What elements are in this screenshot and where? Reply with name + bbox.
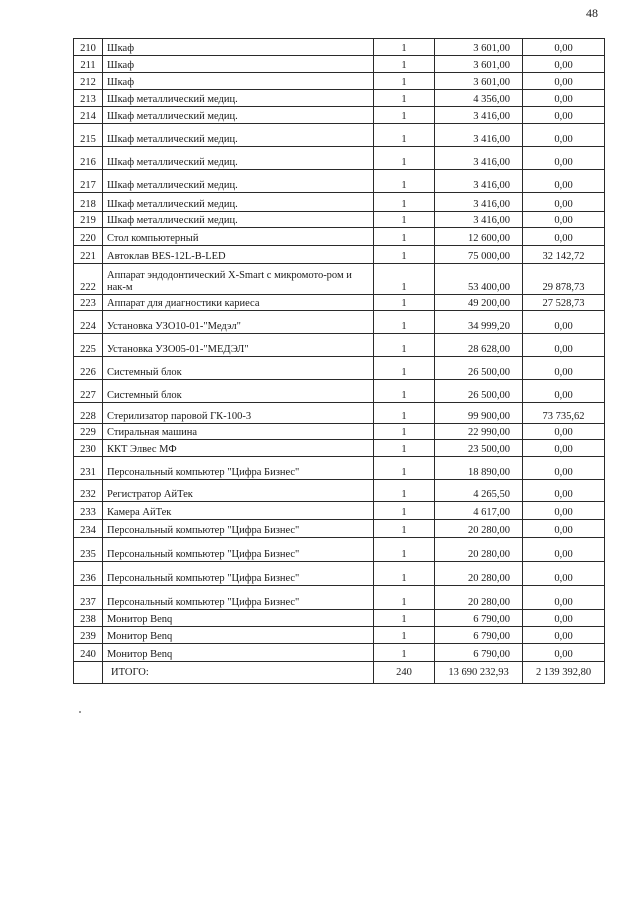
item-price: 6 790,00 [435,627,523,644]
item-residual-value: 0,00 [523,73,605,90]
item-price: 20 280,00 [435,562,523,586]
table-row [74,538,605,562]
item-quantity: 1 [374,457,435,480]
item-residual-value: 0,00 [523,610,605,627]
table-row [74,457,605,480]
row-number: 224 [74,311,103,334]
item-price: 75 000,00 [435,246,523,264]
item-price: 3 416,00 [435,170,523,193]
item-name: Шкаф металлический медиц. [103,90,374,107]
item-price: 3 416,00 [435,124,523,147]
item-quantity: 1 [374,440,435,457]
page-number: 48 [586,6,598,20]
item-residual-value: 0,00 [523,107,605,124]
table-row [74,107,605,124]
item-price: 26 500,00 [435,380,523,403]
row-number: 231 [74,457,103,480]
item-residual-value: 0,00 [523,357,605,380]
table-row [74,39,605,56]
row-number: 226 [74,357,103,380]
item-name: Регистратор АйТек [103,480,374,502]
item-name: Шкаф металлический медиц. [103,170,374,193]
table-row [74,586,605,610]
row-number: 237 [74,586,103,610]
item-residual-value: 0,00 [523,193,605,212]
table-row [74,246,605,264]
item-quantity: 1 [374,147,435,170]
table-row [74,644,605,662]
row-number: 211 [74,56,103,73]
table-row [74,520,605,538]
item-quantity: 1 [374,403,435,424]
table-row [74,440,605,457]
item-residual-value: 0,00 [523,170,605,193]
item-name: Аппарат для диагностики кариеса [103,295,374,311]
item-price: 3 416,00 [435,107,523,124]
item-name: Шкаф металлический медиц. [103,107,374,124]
table-row [74,480,605,502]
item-quantity: 1 [374,538,435,562]
row-number: 238 [74,610,103,627]
item-residual-value: 0,00 [523,334,605,357]
item-residual-value: 29 878,73 [523,264,605,295]
table-row [74,380,605,403]
item-quantity: 1 [374,56,435,73]
item-quantity: 1 [374,90,435,107]
item-residual-value: 0,00 [523,124,605,147]
item-quantity: 1 [374,212,435,228]
item-residual-value: 0,00 [523,90,605,107]
item-quantity: 1 [374,39,435,56]
item-name: Автоклав BES-12L-B-LED [103,246,374,264]
row-number: 233 [74,502,103,520]
table-row [74,424,605,440]
total-price: 13 690 232,93 [435,662,523,684]
item-residual-value: 0,00 [523,147,605,170]
item-residual-value: 73 735,62 [523,403,605,424]
row-number: 221 [74,246,103,264]
item-quantity: 1 [374,334,435,357]
total-row [74,662,605,684]
row-number: 235 [74,538,103,562]
item-residual-value: 0,00 [523,644,605,662]
table-row [74,228,605,246]
item-quantity: 1 [374,295,435,311]
row-number: 234 [74,520,103,538]
total-label: ИТОГО: [103,662,374,684]
item-price: 23 500,00 [435,440,523,457]
item-residual-value: 0,00 [523,538,605,562]
item-price: 49 200,00 [435,295,523,311]
item-name: Шкаф металлический медиц. [103,193,374,212]
table-row [74,170,605,193]
item-name: Стерилизатор паровой ГК-100-3 [103,403,374,424]
row-number: 213 [74,90,103,107]
item-name: ККТ Элвес МФ [103,440,374,457]
row-number: 239 [74,627,103,644]
item-name: Камера АйТек [103,502,374,520]
table-row [74,295,605,311]
table-body [74,39,605,662]
row-number: 222 [74,264,103,295]
item-name: Персональный компьютер "Цифра Бизнес" [103,520,374,538]
row-number: 225 [74,334,103,357]
table-row [74,562,605,586]
item-quantity: 1 [374,193,435,212]
item-price: 22 990,00 [435,424,523,440]
table-row [74,90,605,107]
table-row [74,73,605,90]
item-price: 53 400,00 [435,264,523,295]
item-name: Персональный компьютер "Цифра Бизнес" [103,586,374,610]
item-price: 6 790,00 [435,610,523,627]
item-name: Шкаф металлический медиц. [103,212,374,228]
item-price: 28 628,00 [435,334,523,357]
row-number: 227 [74,380,103,403]
item-price: 99 900,00 [435,403,523,424]
item-quantity: 1 [374,357,435,380]
item-residual-value: 0,00 [523,39,605,56]
item-name: Персональный компьютер "Цифра Бизнес" [103,457,374,480]
item-quantity: 1 [374,562,435,586]
item-name: Шкаф металлический медиц. [103,124,374,147]
row-number: 210 [74,39,103,56]
item-residual-value: 0,00 [523,457,605,480]
item-name: Шкаф металлический медиц. [103,147,374,170]
item-name: Установка УЗО05-01-"МЕДЭЛ" [103,334,374,357]
row-number: 232 [74,480,103,502]
item-name: Установка УЗО10-01-"Медэл" [103,311,374,334]
table-row [74,56,605,73]
item-quantity: 1 [374,610,435,627]
item-price: 3 601,00 [435,56,523,73]
row-number: 219 [74,212,103,228]
item-quantity: 1 [374,586,435,610]
item-residual-value: 0,00 [523,502,605,520]
item-residual-value: 32 142,72 [523,246,605,264]
item-name: Монитор Benq [103,644,374,662]
row-number: 236 [74,562,103,586]
row-number: 223 [74,295,103,311]
table-row [74,502,605,520]
item-quantity: 1 [374,228,435,246]
item-price: 4 617,00 [435,502,523,520]
item-residual-value: 0,00 [523,480,605,502]
item-name: Аппарат эндодонтический X-Smart с микромото-ром и нак-м [103,264,374,295]
item-residual-value: 0,00 [523,562,605,586]
item-quantity: 1 [374,424,435,440]
item-price: 3 416,00 [435,212,523,228]
row-number: 220 [74,228,103,246]
item-quantity: 1 [374,264,435,295]
item-quantity: 1 [374,311,435,334]
row-number: 215 [74,124,103,147]
table-row [74,403,605,424]
item-quantity: 1 [374,520,435,538]
item-name: Системный блок [103,357,374,380]
item-residual-value: 27 528,73 [523,295,605,311]
item-residual-value: 0,00 [523,56,605,73]
item-quantity: 1 [374,170,435,193]
item-residual-value: 0,00 [523,424,605,440]
row-number: 240 [74,644,103,662]
table-row [74,264,605,295]
table-row [74,334,605,357]
table-row [74,212,605,228]
row-number: 212 [74,73,103,90]
table-row [74,627,605,644]
row-number: 229 [74,424,103,440]
row-number: 228 [74,403,103,424]
item-residual-value: 0,00 [523,586,605,610]
item-name: Шкаф [103,56,374,73]
item-residual-value: 0,00 [523,627,605,644]
item-quantity: 1 [374,107,435,124]
item-residual-value: 0,00 [523,311,605,334]
item-price: 3 416,00 [435,147,523,170]
item-price: 34 999,20 [435,311,523,334]
item-quantity: 1 [374,480,435,502]
item-price: 3 601,00 [435,39,523,56]
total-number-cell [74,662,103,684]
item-name: Стол компьютерный [103,228,374,246]
item-quantity: 1 [374,73,435,90]
item-price: 4 356,00 [435,90,523,107]
item-price: 20 280,00 [435,538,523,562]
item-name: Стиральная машина [103,424,374,440]
item-residual-value: 0,00 [523,380,605,403]
item-quantity: 1 [374,627,435,644]
item-name: Шкаф [103,73,374,90]
item-price: 4 265,50 [435,480,523,502]
item-name: Персональный компьютер "Цифра Бизнес" [103,538,374,562]
item-price: 3 601,00 [435,73,523,90]
item-residual-value: 0,00 [523,520,605,538]
item-quantity: 1 [374,124,435,147]
item-quantity: 1 [374,380,435,403]
row-number: 230 [74,440,103,457]
total-residual-value: 2 139 392,80 [523,662,605,684]
item-price: 6 790,00 [435,644,523,662]
item-name: Шкаф [103,39,374,56]
item-name: Монитор Benq [103,610,374,627]
item-name: Персональный компьютер "Цифра Бизнес" [103,562,374,586]
item-name: Системный блок [103,380,374,403]
table-row [74,311,605,334]
row-number: 218 [74,193,103,212]
scan-speck [79,711,81,713]
table-row [74,147,605,170]
item-price: 18 890,00 [435,457,523,480]
inventory-table [73,38,605,684]
item-residual-value: 0,00 [523,440,605,457]
item-quantity: 1 [374,644,435,662]
table-row [74,124,605,147]
table-row [74,357,605,380]
item-price: 3 416,00 [435,193,523,212]
item-quantity: 1 [374,246,435,264]
item-name: Монитор Benq [103,627,374,644]
item-residual-value: 0,00 [523,212,605,228]
item-price: 20 280,00 [435,520,523,538]
table-row [74,610,605,627]
item-price: 20 280,00 [435,586,523,610]
item-price: 26 500,00 [435,357,523,380]
item-quantity: 1 [374,502,435,520]
row-number: 217 [74,170,103,193]
item-residual-value: 0,00 [523,228,605,246]
row-number: 216 [74,147,103,170]
total-quantity: 240 [374,662,435,684]
row-number: 214 [74,107,103,124]
table-row [74,193,605,212]
item-price: 12 600,00 [435,228,523,246]
